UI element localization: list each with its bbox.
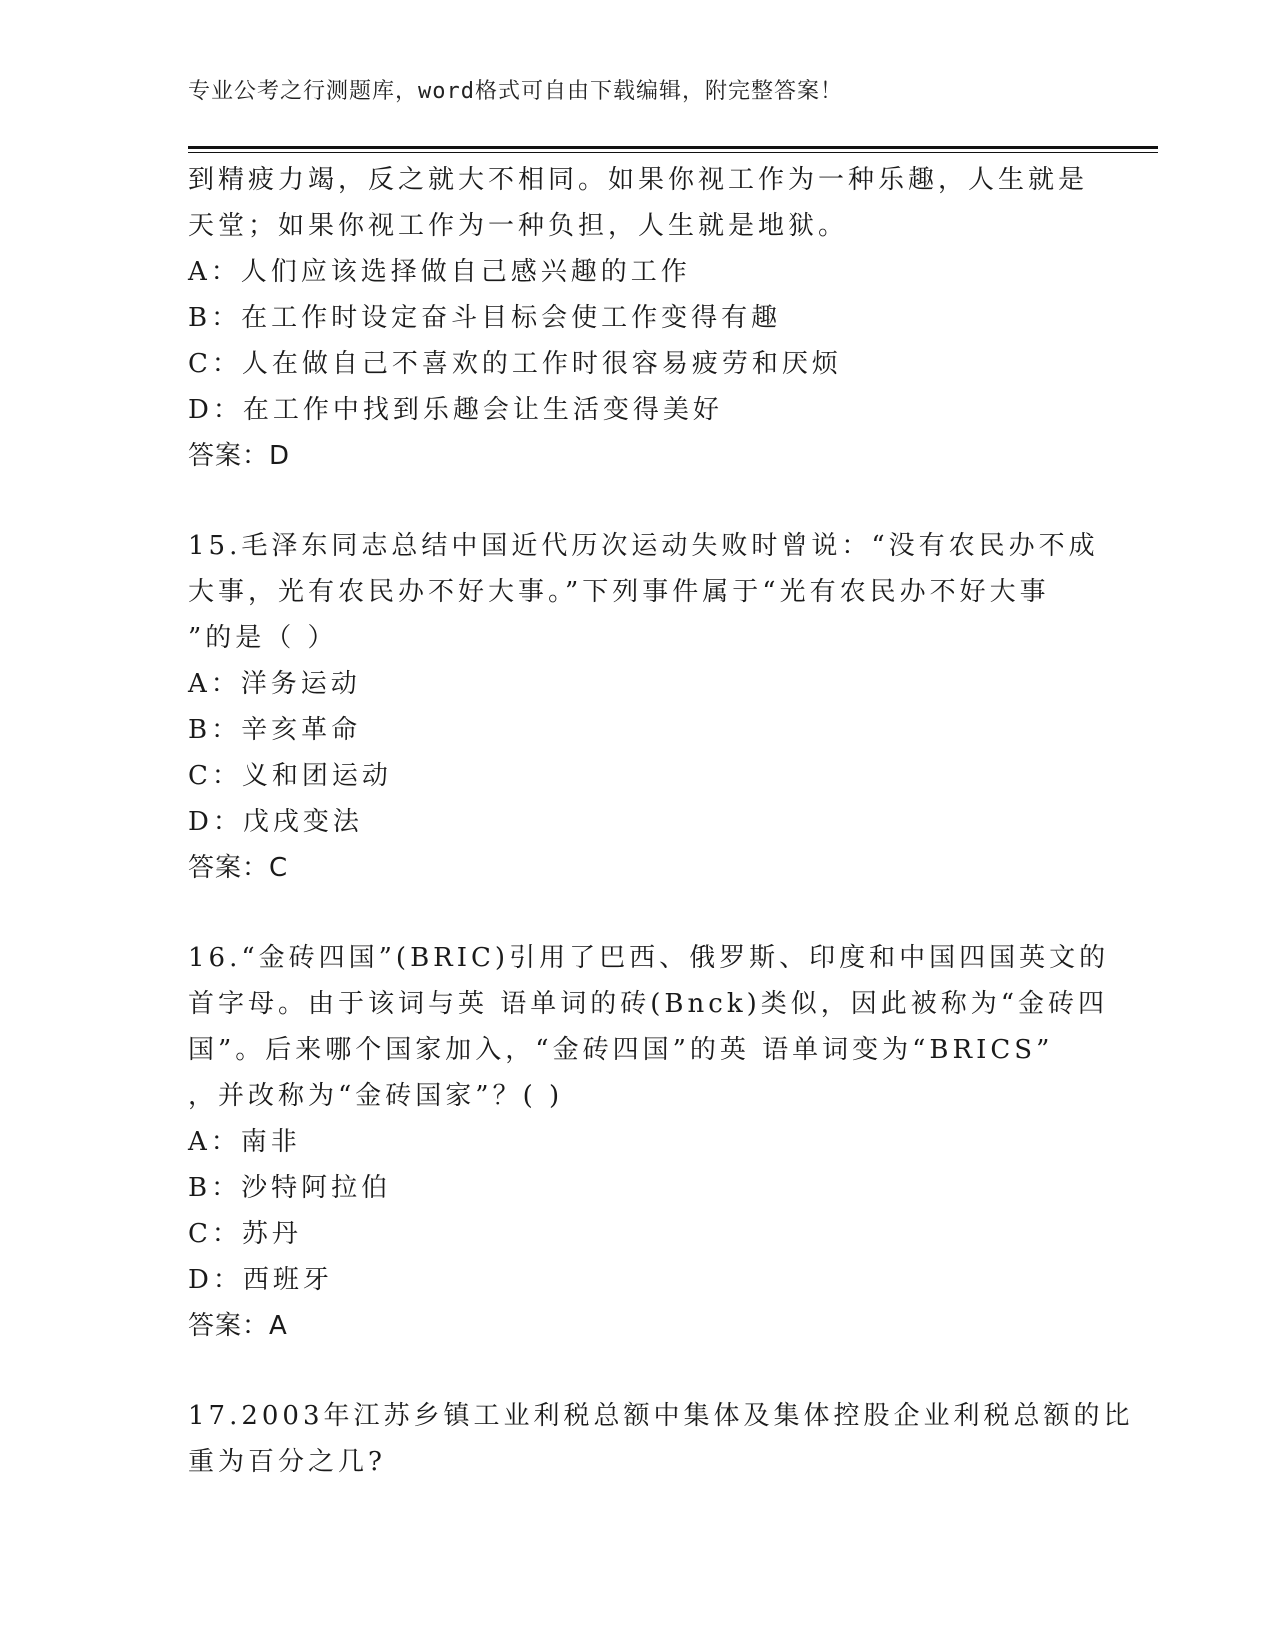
- answer-line: 答案：C: [188, 853, 289, 883]
- option-b: B：沙特阿拉伯: [188, 1173, 392, 1203]
- question-text-line: 国”。后来哪个国家加入，“金砖四国”的英 语单词变为“BRICS”: [188, 1035, 1054, 1065]
- question-block-14: [188, 157, 1088, 479]
- question-text-line: 天堂；如果你视工作为一种负担，人生就是地狱。: [188, 211, 849, 241]
- question-text-line: 重为百分之几?: [188, 1447, 386, 1477]
- question-text-line: ，并改称为“金砖国家”？( ): [188, 1081, 564, 1111]
- question-text-line: 16.“金砖四国”(BRIC)引用了巴西、俄罗斯、印度和中国四国英文的: [188, 943, 1110, 973]
- question-text-line: 大事，光有农民办不好大事。”下列事件属于“光有农民办不好大事: [188, 577, 1050, 607]
- page-header: 专业公考之行测题库，word格式可自由下载编辑，附完整答案！: [188, 79, 843, 104]
- option-d: D：在工作中找到乐趣会让生活变得美好: [188, 395, 723, 425]
- question-content: [188, 157, 1134, 1485]
- question-text-line: 首字母。由于该词与英 语单词的砖(Bnck)类似，因此被称为“金砖四: [188, 989, 1109, 1019]
- question-block-17: [188, 1393, 1134, 1485]
- option-a: A：南非: [188, 1127, 301, 1157]
- option-b: B：在工作时设定奋斗目标会使工作变得有趣: [188, 303, 782, 333]
- option-c: C：人在做自己不喜欢的工作时很容易疲劳和厌烦: [188, 349, 842, 379]
- answer-line: 答案：A: [188, 1311, 288, 1341]
- header-rule-thick: [188, 146, 1158, 149]
- question-text-line: ”的是（ ）: [188, 623, 338, 653]
- option-c: C：义和团运动: [188, 761, 392, 791]
- option-a: A：人们应该选择做自己感兴趣的工作: [188, 257, 691, 287]
- option-d: D：戊戌变法: [188, 807, 363, 837]
- answer-line: 答案：D: [188, 441, 291, 471]
- option-d: D：西班牙: [188, 1265, 333, 1295]
- option-c: C：苏丹: [188, 1219, 302, 1249]
- header-rule-thin: [188, 152, 1158, 153]
- option-a: A：洋务运动: [188, 669, 361, 699]
- question-block-15: [188, 523, 1099, 891]
- option-b: B：辛亥革命: [188, 715, 362, 745]
- question-text-line: 15.毛泽东同志总结中国近代历次运动失败时曾说：“没有农民办不成: [188, 531, 1099, 561]
- question-text-line: 17.2003年江苏乡镇工业利税总额中集体及集体控股企业利税总额的比: [188, 1401, 1134, 1431]
- question-block-16: [188, 935, 1110, 1349]
- question-text-line: 到精疲力竭，反之就大不相同。如果你视工作为一种乐趣，人生就是: [188, 165, 1089, 195]
